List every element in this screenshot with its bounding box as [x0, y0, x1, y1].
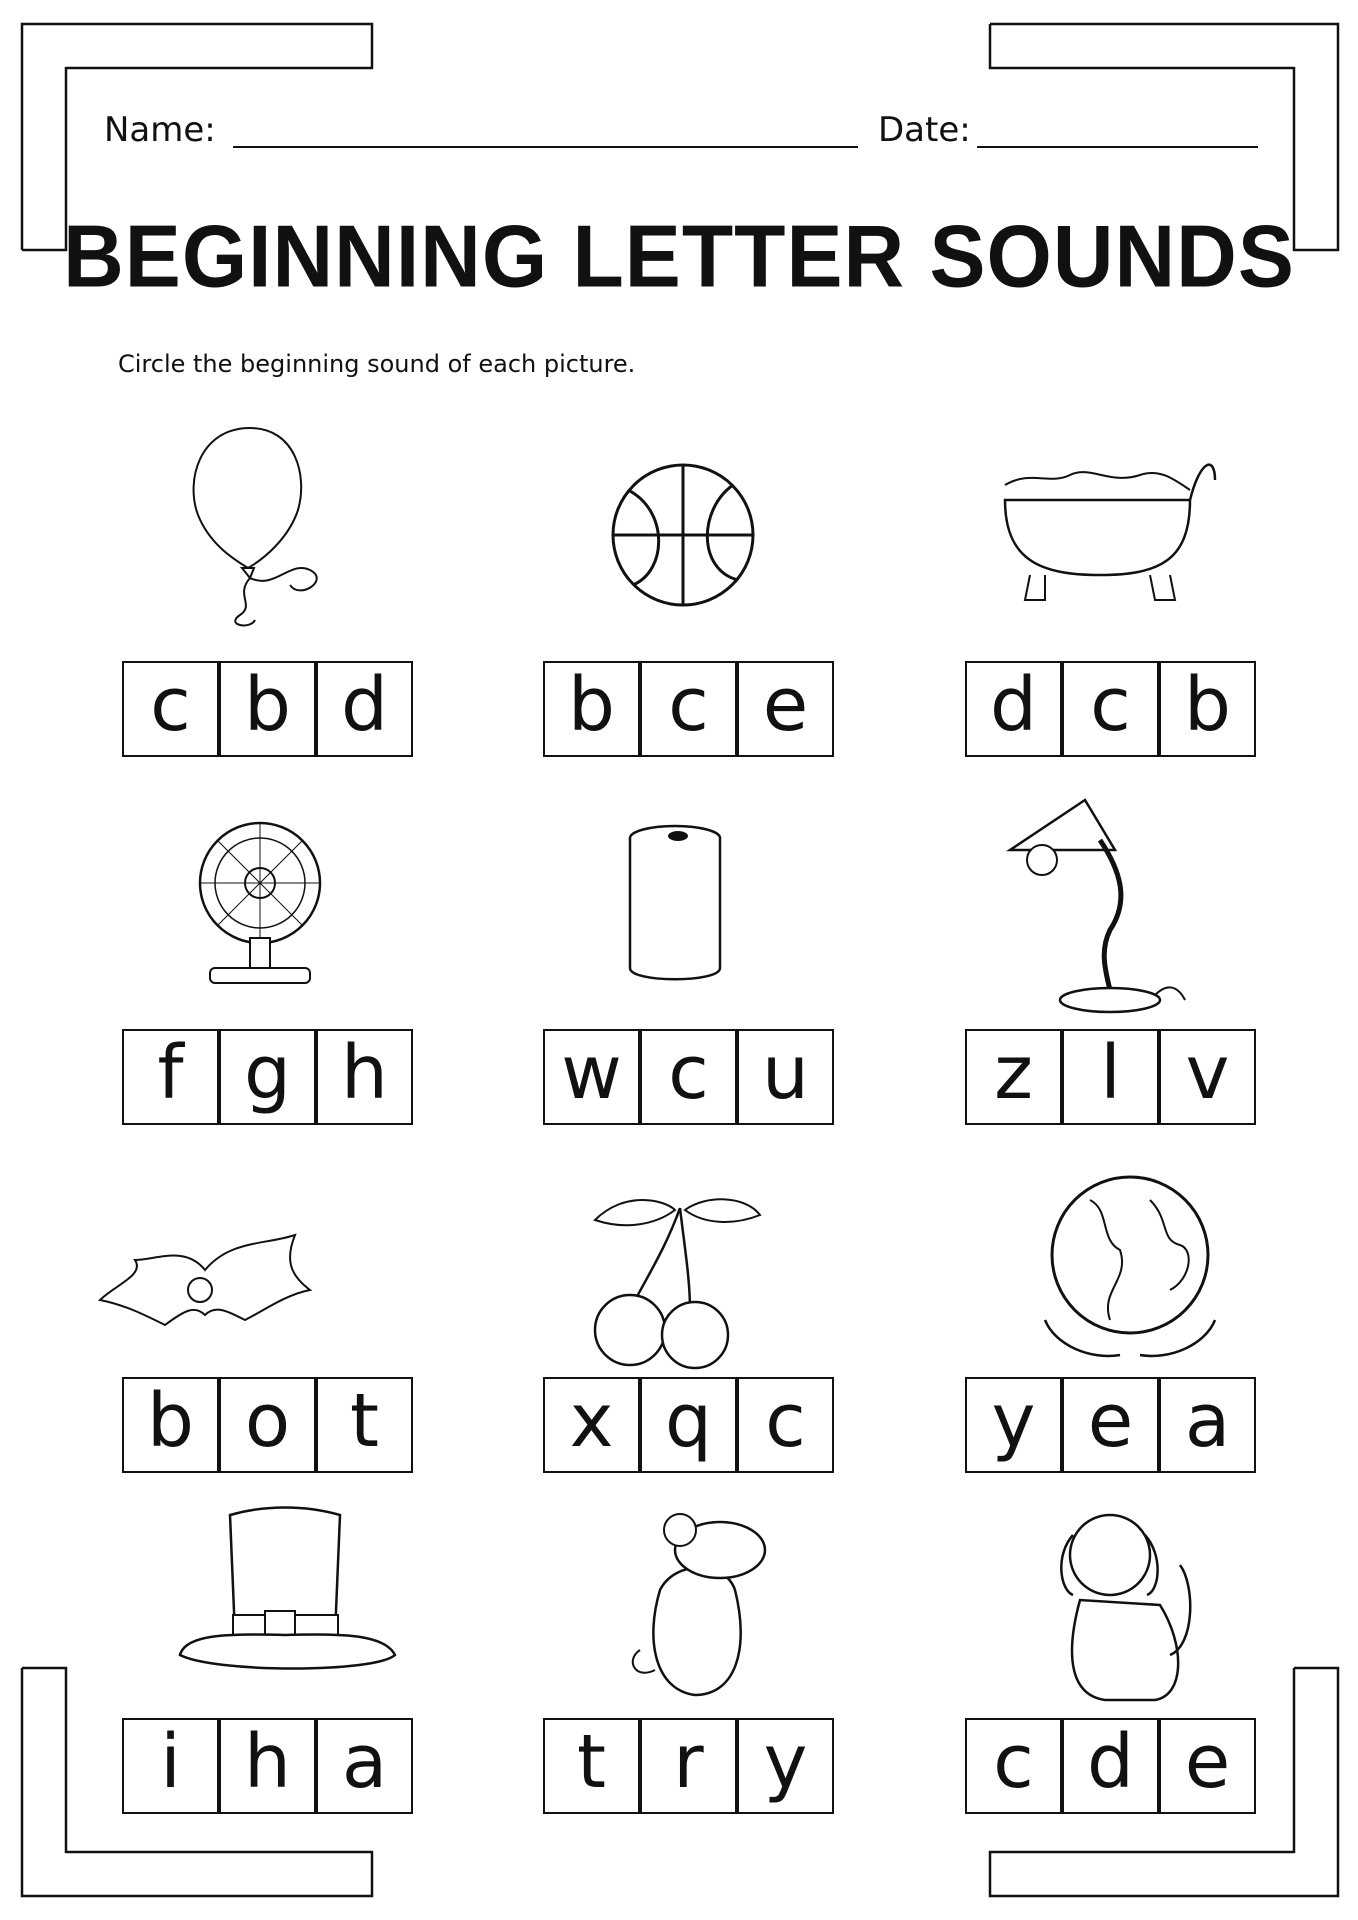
letter-choice[interactable]: e — [1087, 1378, 1134, 1464]
letter-choice[interactable]: c — [668, 1030, 709, 1116]
letter-choice[interactable]: b — [244, 662, 291, 748]
letter-choice[interactable]: x — [569, 1378, 614, 1464]
desk-lamp-picture — [990, 790, 1190, 1020]
bat-picture — [95, 1215, 315, 1355]
letter-choice[interactable]: z — [994, 1030, 1033, 1116]
letter-choice[interactable]: w — [561, 1030, 622, 1116]
letter-choice[interactable]: c — [765, 1378, 806, 1464]
earth-picture — [1030, 1170, 1230, 1370]
letter-choice[interactable]: r — [673, 1719, 704, 1805]
letter-choice[interactable]: a — [1184, 1378, 1231, 1464]
balloon-picture — [180, 420, 350, 640]
letter-choice[interactable]: g — [244, 1030, 291, 1116]
letter-choice[interactable]: t — [349, 1378, 379, 1464]
letter-choice[interactable]: o — [244, 1378, 291, 1464]
letter-choice[interactable]: b — [1184, 662, 1231, 748]
letter-choice[interactable]: y — [991, 1378, 1036, 1464]
letter-choice[interactable]: b — [147, 1378, 194, 1464]
letter-choice[interactable]: c — [1090, 662, 1131, 748]
worksheet-title: BEGINNING LETTER SOUNDS — [63, 206, 1295, 306]
letter-choice[interactable]: h — [244, 1719, 291, 1805]
letter-choice[interactable]: e — [1184, 1719, 1231, 1805]
letter-choice[interactable]: h — [341, 1030, 388, 1116]
date-field[interactable] — [977, 146, 1258, 148]
letter-choice[interactable]: e — [762, 662, 809, 748]
letter-choice[interactable]: i — [160, 1719, 181, 1805]
letter-choice[interactable]: d — [1087, 1719, 1134, 1805]
cherry-picture — [575, 1180, 775, 1370]
letter-choice[interactable]: t — [576, 1719, 606, 1805]
instructions-text: Circle the beginning sound of each picture. — [118, 350, 636, 378]
letter-choice[interactable]: c — [150, 662, 191, 748]
letter-choice[interactable]: v — [1185, 1030, 1230, 1116]
letter-choice[interactable]: u — [762, 1030, 809, 1116]
letter-choice[interactable]: c — [993, 1719, 1034, 1805]
letter-choice[interactable]: c — [668, 662, 709, 748]
letter-choice[interactable]: q — [665, 1378, 712, 1464]
puppy-picture — [1045, 1505, 1215, 1715]
letter-choice[interactable]: d — [990, 662, 1037, 748]
letter-choice[interactable]: a — [341, 1719, 388, 1805]
name-label: Name: — [104, 110, 216, 150]
letter-choice[interactable]: b — [568, 662, 615, 748]
name-field[interactable] — [233, 146, 858, 148]
letter-choice[interactable]: l — [1100, 1030, 1121, 1116]
rat-picture — [625, 1510, 795, 1710]
letter-choice[interactable]: d — [341, 662, 388, 748]
bathtub-picture — [990, 450, 1220, 610]
date-label: Date: — [878, 110, 971, 150]
top-hat-picture — [175, 1505, 405, 1705]
letter-choice[interactable]: f — [157, 1030, 184, 1116]
letter-choice[interactable]: y — [763, 1719, 808, 1805]
basketball-picture — [608, 460, 758, 610]
fan-picture — [185, 818, 335, 988]
soda-can-picture — [620, 818, 730, 988]
